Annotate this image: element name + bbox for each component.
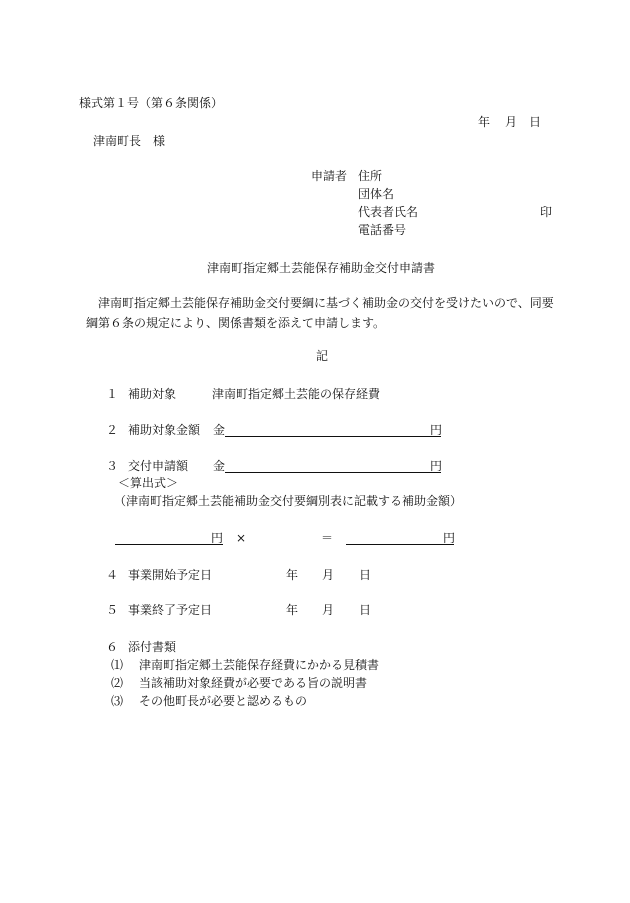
- applicant-rep-label: 代表者氏名: [358, 205, 419, 219]
- calc-unit-1: 円: [211, 531, 224, 545]
- item5-day: 日: [359, 603, 372, 617]
- form-number: 様式第１号（第６条関係）: [79, 96, 224, 110]
- item5-number: ５: [106, 603, 119, 617]
- item6-label: 添付書類: [128, 640, 177, 654]
- item2-label: 補助対象金額: [128, 423, 201, 437]
- ki-heading: 記: [316, 349, 329, 363]
- applicant-address-label: 住所: [358, 169, 383, 183]
- seal-mark: 印: [540, 205, 553, 219]
- item3-number: ３: [106, 459, 119, 473]
- doc3-number: ⑶: [111, 694, 124, 708]
- doc2-text: 当該補助対象経費が必要である旨の説明書: [139, 676, 368, 690]
- body-paragraph: [86, 293, 560, 333]
- doc1-text: 津南町指定郷土芸能保存経費にかかる見積書: [139, 658, 380, 672]
- calc-times: ×: [236, 531, 247, 545]
- calc-equals: ＝: [321, 531, 334, 545]
- applicant-label: 申請者: [311, 169, 348, 183]
- item1-label: 補助対象: [128, 387, 177, 401]
- doc1-number: ⑴: [111, 658, 124, 672]
- date-day: 日: [529, 115, 542, 129]
- calc-note: （津南町指定郷土芸能補助金交付要綱別表に記載する補助金額）: [114, 494, 463, 508]
- item6-number: ６: [106, 640, 119, 654]
- document-title: 津南町指定郷土芸能保存補助金交付申請書: [207, 261, 436, 275]
- item2-unit: 円: [430, 423, 443, 437]
- item2-prefix: 金: [213, 423, 226, 437]
- item3-unit: 円: [430, 459, 443, 473]
- item3-amount-line[interactable]: [225, 472, 441, 473]
- item5-label: 事業終了予定日: [128, 603, 213, 617]
- item1-value: 津南町指定郷土芸能の保存経費: [212, 387, 381, 401]
- item4-label: 事業開始予定日: [128, 568, 213, 582]
- addressee: 津南町長 様: [93, 134, 166, 148]
- date-month: 月: [505, 115, 518, 129]
- doc2-number: ⑵: [111, 676, 124, 690]
- item4-day: 日: [359, 568, 372, 582]
- item5-month: 月: [322, 603, 335, 617]
- item1-number: １: [106, 387, 119, 401]
- body-text: 津南町指定郷土芸能保存補助金交付要綱に基づく補助金の交付を受けたいので、同要綱第６条の規定により、関係書類を添えて申請します。: [86, 296, 554, 330]
- item3-prefix: 金: [213, 459, 226, 473]
- item4-year: 年: [286, 568, 299, 582]
- calc-input-line-2[interactable]: [346, 544, 454, 545]
- calc-heading: ＜算出式＞: [118, 476, 179, 490]
- item4-number: ４: [106, 568, 119, 582]
- item5-year: 年: [286, 603, 299, 617]
- doc3-text: その他町長が必要と認めるもの: [139, 694, 308, 708]
- item2-amount-line[interactable]: [225, 436, 441, 437]
- item3-label: 交付申請額: [128, 459, 189, 473]
- calc-unit-2: 円: [443, 531, 456, 545]
- calc-input-line-1[interactable]: [115, 544, 223, 545]
- date-year: 年: [478, 115, 491, 129]
- item4-month: 月: [322, 568, 335, 582]
- item2-number: ２: [106, 423, 119, 437]
- applicant-phone-label: 電話番号: [358, 223, 407, 237]
- applicant-org-label: 団体名: [358, 187, 395, 201]
